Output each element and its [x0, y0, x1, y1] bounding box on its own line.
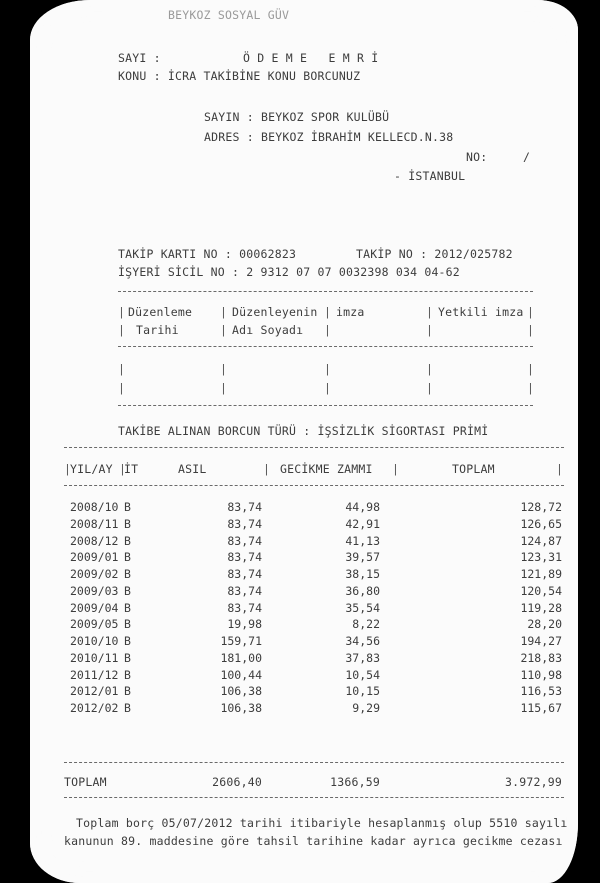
- cell-asil: 83,74: [227, 583, 262, 598]
- table-row: [30, 634, 578, 648]
- cell-yil-ay: 2009/05: [70, 617, 119, 632]
- col-header-yil-ay: YIL/AY: [70, 462, 113, 476]
- recipient-address: ADRES : BEYKOZ İBRAHİM KELLECD.N.38: [204, 130, 454, 144]
- debt-table-top-rule: [64, 447, 564, 448]
- debt-table-header-rule: [64, 485, 564, 486]
- col-header-gecikme: GECİKME ZAMMI: [280, 462, 373, 476]
- cell-it: B: [124, 533, 131, 548]
- sign-col-imza: imza: [336, 305, 365, 319]
- sign-table-top-rule: [118, 291, 533, 292]
- col-header-asil: ASIL: [178, 462, 207, 476]
- totals-toplam: 3.972,99: [505, 775, 562, 789]
- cell-it: B: [124, 650, 131, 665]
- cell-toplam: 128,72: [520, 500, 562, 514]
- table-row: [30, 567, 578, 581]
- table-row: [30, 651, 578, 665]
- borc-turu: TAKİBE ALINAN BORCUN TÜRÜ : İŞSİZLİK SİGORTASI PRİMİ: [118, 424, 489, 438]
- cell-it: B: [124, 500, 131, 514]
- cell-it: B: [124, 600, 131, 615]
- col-header-it: İT: [124, 462, 139, 476]
- org-header: BEYKOZ SOSYAL GÜV: [168, 8, 290, 22]
- recipient-name: SAYIN : BEYKOZ SPOR KULÜBÜ: [204, 110, 390, 124]
- takip-karti-no: TAKİP KARTI NO : 00062823: [118, 247, 297, 261]
- cell-asil: 83,74: [227, 600, 262, 615]
- cell-yil-ay: 2009/03: [70, 583, 119, 598]
- cell-it: B: [124, 567, 131, 581]
- col-header-toplam: TOPLAM: [452, 462, 495, 476]
- cell-toplam: 110,98: [520, 667, 562, 682]
- cell-toplam: 126,65: [520, 516, 562, 531]
- cell-gecikme: 42,91: [345, 516, 380, 531]
- cell-it: B: [124, 667, 131, 682]
- sign-table-mid-rule: [118, 346, 533, 347]
- cell-gecikme: 8,22: [352, 617, 380, 632]
- cell-yil-ay: 2010/10: [70, 634, 119, 648]
- cell-gecikme: 34,56: [345, 634, 380, 648]
- cell-yil-ay: 2012/01: [70, 684, 119, 699]
- cell-it: B: [124, 701, 131, 715]
- cell-toplam: 121,89: [520, 567, 562, 581]
- cell-asil: 100,44: [220, 667, 262, 682]
- cell-it: B: [124, 550, 131, 565]
- table-row: [30, 684, 578, 698]
- cell-it: B: [124, 583, 131, 598]
- address-no: NO: /: [466, 150, 531, 164]
- totals-gecikme: 1366,59: [330, 775, 380, 789]
- cell-gecikme: 38,15: [345, 567, 380, 581]
- cell-gecikme: 10,15: [345, 684, 380, 699]
- cell-yil-ay: 2009/01: [70, 550, 119, 565]
- cell-asil: 106,38: [220, 684, 262, 699]
- totals-asil: 2606,40: [212, 775, 262, 789]
- cell-asil: 19,98: [227, 617, 262, 632]
- sign-col-yetkili-imza: Yetkili imza: [438, 305, 524, 319]
- cell-gecikme: 9,29: [352, 701, 380, 715]
- cell-yil-ay: 2010/11: [70, 650, 119, 665]
- recipient-city: - İSTANBUL: [394, 169, 466, 183]
- cell-asil: 159,71: [220, 634, 262, 648]
- sign-col-duzenleyen-2: Adı Soyadı: [232, 323, 304, 337]
- cell-yil-ay: 2009/02: [70, 567, 119, 581]
- cell-asil: 181,00: [220, 650, 262, 665]
- cell-gecikme: 36,80: [345, 583, 380, 598]
- cell-it: B: [124, 634, 131, 648]
- cell-toplam: 28,20: [527, 617, 562, 632]
- cell-yil-ay: 2008/11: [70, 516, 119, 531]
- isyeri-sicil-no: İŞYERİ SİCİL NO : 2 9312 07 07 0032398 034 04-62: [118, 265, 460, 279]
- sayi-label: SAYI :: [118, 51, 161, 65]
- table-row: [30, 517, 578, 531]
- cell-yil-ay: 2008/12: [70, 533, 119, 548]
- cell-toplam: 115,67: [520, 701, 562, 715]
- cell-gecikme: 44,98: [345, 500, 380, 514]
- document-title: Ö D E M E E M R İ: [243, 51, 379, 65]
- cell-gecikme: 10,54: [345, 667, 380, 682]
- cell-asil: 83,74: [227, 567, 262, 581]
- cell-gecikme: 41,13: [345, 533, 380, 548]
- footer-line-2: kanunun 89. maddesine göre tahsil tarihine kadar ayrıca gecikme cezası: [64, 834, 563, 848]
- cell-toplam: 119,28: [520, 600, 562, 615]
- table-row: [30, 701, 578, 715]
- totals-label: TOPLAM: [64, 775, 107, 789]
- sign-table-bottom-rule: [118, 405, 533, 406]
- cell-gecikme: 37,83: [345, 650, 380, 665]
- cell-it: B: [124, 684, 131, 699]
- cell-gecikme: 35,54: [345, 600, 380, 615]
- sign-col-tarih-2: Tarihi: [136, 323, 179, 337]
- cell-toplam: 123,31: [520, 550, 562, 565]
- table-row: [30, 601, 578, 615]
- cell-it: B: [124, 617, 131, 632]
- cell-yil-ay: 2011/12: [70, 667, 119, 682]
- cell-yil-ay: 2009/04: [70, 600, 119, 615]
- cell-asil: 83,74: [227, 533, 262, 548]
- debt-table-bottom-rule: [64, 797, 564, 798]
- table-row: [30, 617, 578, 631]
- cell-it: B: [124, 516, 131, 531]
- cell-toplam: 116,53: [520, 684, 562, 699]
- cell-toplam: 194,27: [520, 634, 562, 648]
- cell-toplam: 120,54: [520, 583, 562, 598]
- cell-asil: 106,38: [220, 701, 262, 715]
- table-row: [30, 550, 578, 564]
- takip-no: TAKİP NO : 2012/025782: [356, 247, 513, 261]
- footer-line-1: Toplam borç 05/07/2012 tarihi itibariyle hesaplanmış olup 5510 sayılı: [76, 816, 568, 830]
- cell-yil-ay: 2012/02: [70, 701, 119, 715]
- document-page: BEYKOZ SOSYAL GÜV SAYI : Ö D E M E E M R İ KONU : İCRA TAKİBİNE KONU BORCUNUZ SAYIN : BEYKOZ SPOR KULÜBÜ ADRES : BEYKOZ İBRAHİM KELLECD.N.38 NO: / - İSTANBUL TAKİP KARTI NO : 00062823 TAKİP NO : 2012/025782 İŞYERİ SİCİL NO : 2 9312 07 07 0032398 034 04-62 | Düzenleme | Düzenleyenin | imza | Yetkili imza | | Tarihi | Adı Soyadı | | | | | | | | | | | | | TAKİBE ALINAN BORCUN TÜRÜ : İŞSİZLİK SİGORTASI PRİMİ | YIL/AY | İT ASIL | GECİKME ZAMMI | TOPLAM | 2008/10 B 83,74 44,98 128,72 2008/11 B 83,74 42,91 126,65 2008/12 B 83,74 41,13 124,87 2009/01 B 83,74 39,57 123,31 2009/02 B 83,74 38,15 121,89 2009/03 B 83,74 36,80 120,54 2009/04 B 83,74 35,54 119,28 2009/05 B 19,98 8,22 28,20 2010/10 B 159,71 34,56 194,27 2010/11 B 181,00 37,83 218,83 2011/12 B 100,44 10,54 110,98 2012/01 B 106,38 10,15 116,53 2012/02 B 106,38 9,29 115,67 TOPLAM 2606,40 1366,59 3.972,99 Toplam borç 05/07/2012 tarihi itibariyle hesaplanmış olup 5510 sayılı kanunun 89. maddesine göre tahsil tarihine kadar ayrıca gecikme cezası: [30, 0, 578, 883]
- cell-asil: 83,74: [227, 500, 262, 514]
- sign-col-duzenleyen-1: Düzenleyenin: [232, 305, 318, 319]
- table-row: [30, 500, 578, 514]
- cell-yil-ay: 2008/10: [70, 500, 119, 514]
- cell-asil: 83,74: [227, 516, 262, 531]
- table-row: [30, 584, 578, 598]
- cell-asil: 83,74: [227, 550, 262, 565]
- debt-table-totals-rule: [64, 762, 564, 763]
- table-row: [30, 668, 578, 682]
- sign-col-tarih-1: Düzenleme: [128, 305, 193, 319]
- cell-gecikme: 39,57: [345, 550, 380, 565]
- table-row: [30, 534, 578, 548]
- cell-toplam: 218,83: [520, 650, 562, 665]
- konu-line: KONU : İCRA TAKİBİNE KONU BORCUNUZ: [118, 69, 361, 83]
- cell-toplam: 124,87: [520, 533, 562, 548]
